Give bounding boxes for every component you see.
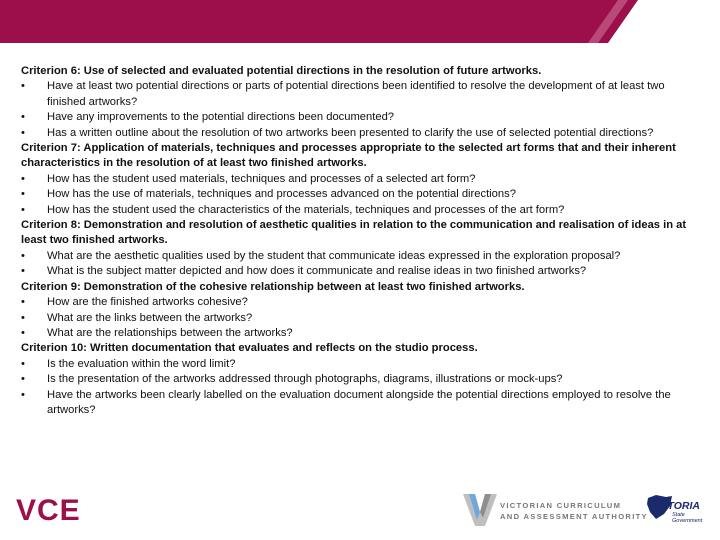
criterion-block [21,141,701,218]
criterion-questions [21,79,701,141]
criterion-questions [21,249,701,280]
question-text: Is the evaluation within the word limit? [47,357,236,370]
header-banner [0,0,720,43]
bullet-icon: • [21,388,25,401]
question-text: Has a written outline about the resolution of two artworks been presented to clarify the use of selected potential directions? [47,126,654,139]
criterion-heading: Criterion 9: Demonstration of the cohesive relationship between at least two finished artworks. [21,280,525,293]
question-item [21,388,701,419]
criterion-heading: Criterion 6: Use of selected and evaluated potential directions in the resolution of future artworks. [21,65,542,77]
question-text: How has the use of materials, techniques and processes advanced on the potential directions? [47,188,516,201]
question-item [21,110,701,125]
bullet-icon: • [21,188,25,201]
criterion-questions [21,295,701,341]
criterion-heading: Criterion 7: Application of materials, techniques and processes appropriate to the selected art forms that and their inherent characteristics in the resolution of at least two finished artworks. [21,142,676,170]
vce-logo: VCE [16,494,81,527]
criterion-block [21,218,701,280]
question-text: Have any improvements to the potential directions been documented? [47,111,395,124]
question-item [21,326,701,341]
bullet-icon: • [21,296,25,309]
question-item [21,264,701,279]
bullet-icon: • [21,203,25,216]
question-text: What is the subject matter depicted and how does it communicate and realise ideas in two finished artworks? [47,265,587,278]
state-line-1: State [672,512,685,518]
bullet-icon: • [21,373,25,386]
vcaa-line-2: AND ASSESSMENT AUTHORITY [500,512,648,521]
question-text: Is the presentation of the artworks addressed through photographs, diagrams, illustrations or mock-ups? [47,373,563,386]
question-text: What are the aesthetic qualities used by the student that communicate ideas expressed in the exploration proposal? [47,249,621,262]
question-item [21,79,701,110]
question-item [21,187,701,202]
question-item [21,295,701,310]
question-item [21,311,701,326]
question-text: Have the artworks been clearly labelled on the evaluation document alongside the potential directions employed to resolve the artworks? [47,388,671,416]
question-item [21,372,701,387]
question-text: What are the relationships between the artworks? [47,326,293,339]
question-text: How has the student used materials, techniques and processes of a selected art form? [47,172,476,185]
state-line-2: Government [672,518,703,524]
criteria-content [21,64,701,418]
question-item [21,172,701,187]
victoria-logo: VICTORIA [650,500,700,512]
question-text: How are the finished artworks cohesive? [47,296,248,309]
vcaa-line-1: VICTORIAN CURRICULUM [500,501,622,510]
criterion-block [21,64,701,141]
bullet-icon: • [21,111,25,124]
criterion-block [21,341,701,418]
question-item [21,126,701,141]
bullet-icon: • [21,311,25,324]
bullet-icon: • [21,357,25,370]
criterion-heading: Criterion 10: Written documentation that evaluates and reflects on the studio process. [21,342,478,355]
question-item [21,249,701,264]
victoria-state-government [672,512,702,524]
criterion-heading: Criterion 8: Demonstration and resolution of aesthetic qualities in relation to the communication and realisation of ideas in at least two finished artworks. [21,219,687,247]
question-text: How has the student used the characteristics of the materials, techniques and processes of the art form? [47,203,565,216]
question-text: What are the links between the artworks? [47,311,253,324]
criterion-block [21,280,701,342]
bullet-icon: • [21,249,25,262]
criterion-questions [21,357,701,419]
criterion-questions [21,172,701,218]
bullet-icon: • [21,80,25,93]
vcaa-chevron-icon [463,494,497,526]
question-item [21,357,701,372]
bullet-icon: • [21,265,25,278]
bullet-icon: • [21,326,25,339]
question-text: Have at least two potential directions or parts of potential directions been identified to resolve the development of at least two finished artworks? [47,80,665,108]
question-item [21,203,701,218]
bullet-icon: • [21,126,25,139]
vcaa-logo-text [500,500,648,522]
bullet-icon: • [21,172,25,185]
